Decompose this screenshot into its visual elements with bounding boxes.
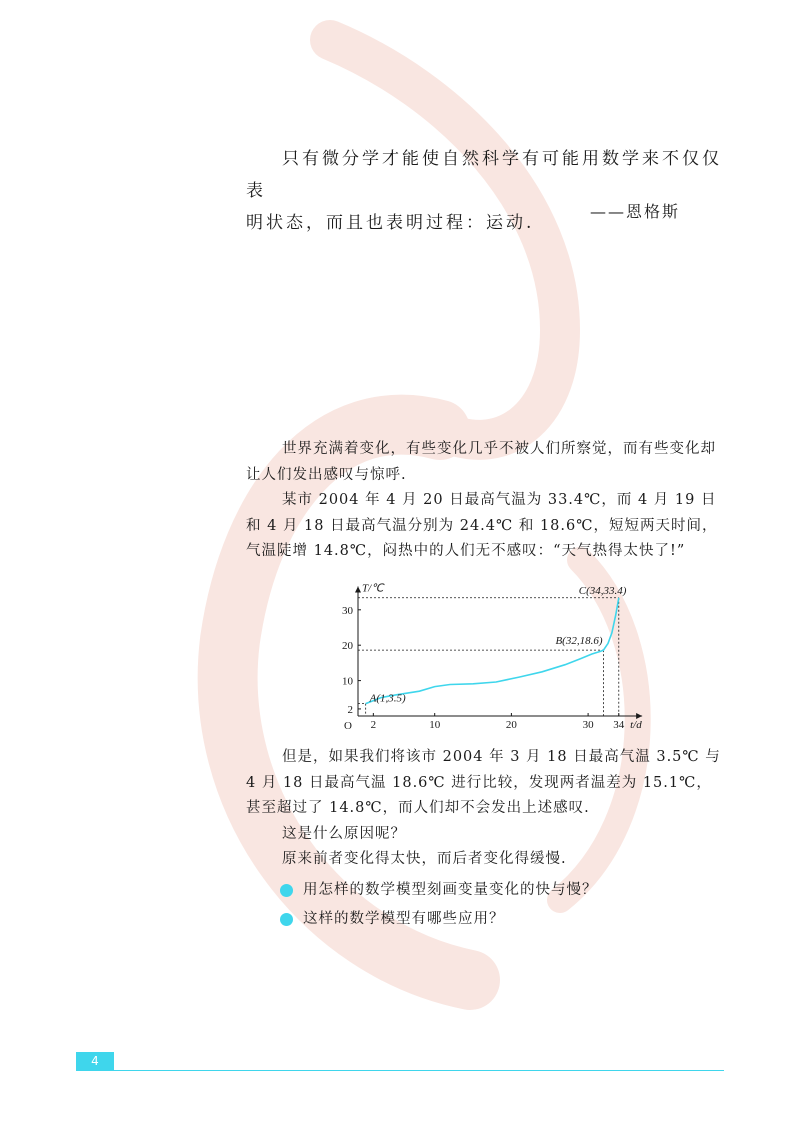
- y-axis-label: T/℃: [362, 582, 384, 595]
- footer-rule: [76, 1070, 724, 1071]
- question-text: 用怎样的数学模型刻画变量变化的快与慢？: [303, 882, 598, 898]
- question-item: [280, 876, 598, 905]
- temperature-chart: [320, 570, 660, 730]
- point-label: C(34,33.4): [578, 584, 627, 597]
- y-tick-label: 10: [342, 675, 353, 688]
- origin-label: O: [344, 720, 352, 730]
- comparison-paragraph-1: 但是，如果我们将该市 2004 年 3 月 18 日最高气温 3.5℃ 与 4 月 18 日最高气温 18.6℃ 进行比较，发现两者温差为 15.1℃，甚至超过了 14.8℃，而人们却不会发出上述感叹.: [246, 749, 721, 816]
- quote-line-1: 只有微分学才能使自然科学有可能用数学来不仅仅表: [246, 149, 722, 201]
- y-tick-label: 2: [347, 703, 353, 716]
- question-text: 这样的数学模型有哪些应用？: [303, 911, 505, 927]
- comparison-section: [246, 745, 726, 873]
- intro-paragraph-2: 某市 2004 年 4 月 20 日最高气温为 33.4℃，而 4 月 19 日和 4 月 18 日最高气温分别为 24.4℃ 和 18.6℃，短短两天时间，气温陡增 14.8℃，闷热中的人们无不感叹：“天气热得太快了!”: [246, 492, 718, 559]
- bullet-dot-icon: [280, 884, 293, 897]
- epigraph-quote: [246, 143, 726, 239]
- page-number: 4: [76, 1052, 114, 1071]
- y-tick-label: 20: [342, 640, 353, 653]
- point-label: B(32,18.6): [555, 635, 603, 648]
- intro-section: [246, 437, 726, 565]
- x-axis-label: t/d: [630, 719, 642, 730]
- x-tick-label: 30: [582, 719, 594, 730]
- comparison-paragraph-2: 这是什么原因呢？: [282, 825, 406, 842]
- x-tick-label: 2: [370, 719, 377, 730]
- question-list: [280, 876, 598, 934]
- point-label: A(1,3.5): [369, 692, 406, 705]
- x-tick-label: 34: [613, 719, 625, 730]
- bullet-dot-icon: [280, 913, 293, 926]
- x-tick-label: 10: [429, 719, 441, 730]
- temperature-curve: [366, 598, 619, 704]
- y-axis-arrow: [355, 587, 361, 593]
- quote-author: ——恩格斯: [590, 202, 681, 221]
- quote-line-2: 明状态，而且也表明过程：运动.: [246, 213, 535, 233]
- intro-paragraph-1: 世界充满着变化，有些变化几乎不被人们所察觉，而有些变化却让人们发出感叹与惊呼.: [246, 441, 716, 483]
- comparison-paragraph-3: 原来前者变化得太快，而后者变化得缓慢.: [282, 851, 567, 867]
- question-item: [280, 905, 598, 934]
- y-tick-label: 30: [342, 604, 353, 617]
- x-tick-label: 20: [505, 719, 517, 730]
